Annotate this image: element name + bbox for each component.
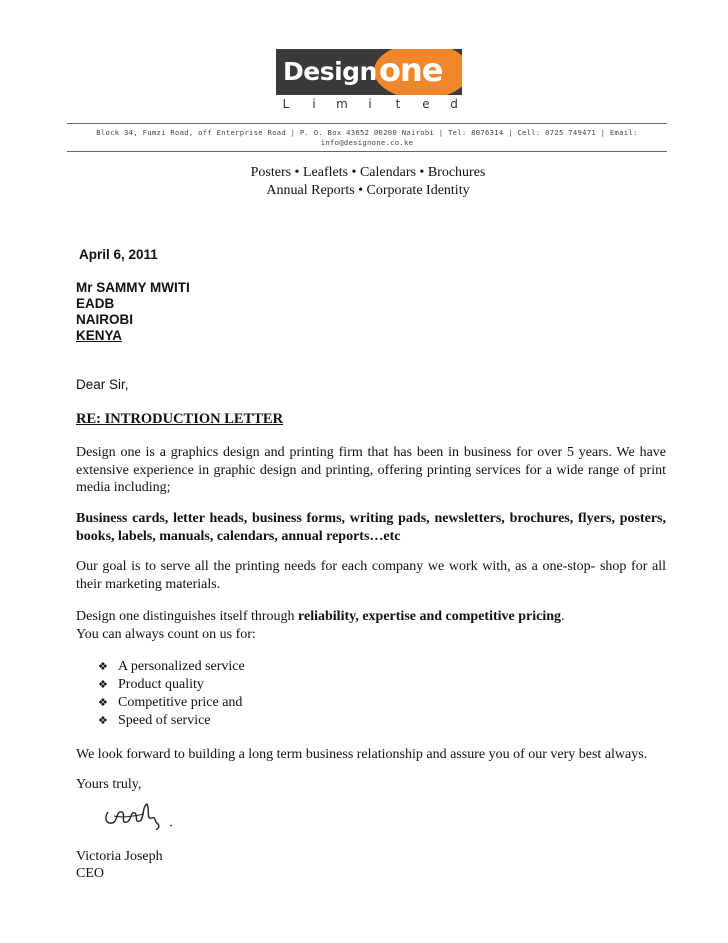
logo-letter: t <box>395 97 401 111</box>
logo-letter: i <box>312 97 316 111</box>
signature-image <box>100 796 190 836</box>
diamond-bullet-icon: ❖ <box>98 714 108 727</box>
salutation: Dear Sir, <box>76 377 129 392</box>
address-line: Block 34, Fumzi Road, off Enterprise Road | P. O. Box 43652 00200 Nairobi | Tel: 8076314 | Cell: 0725 749471 | Email: <box>96 128 638 137</box>
services-line: Annual Reports • Corporate Identity <box>266 183 470 198</box>
signer-title: CEO <box>76 866 104 881</box>
paragraph-intro: Design one is a graphics design and printing firm that has been in business for over 5 years. We have extensive experience in graphic design and printing, offering printing services for a wide range of print media including; <box>76 445 666 495</box>
logo-word-one: one <box>379 51 443 89</box>
list-item <box>98 712 245 730</box>
signer-name: Victoria Joseph <box>76 849 163 864</box>
recipient-block <box>76 280 190 344</box>
recipient-org: EADB <box>76 296 115 311</box>
company-address <box>67 128 667 148</box>
services-line: Posters • Leaflets • Calendars • Brochures <box>250 165 486 180</box>
paragraph-distinguish <box>76 608 666 643</box>
distinguish-line <box>76 608 666 626</box>
paragraph-closing: We look forward to building a long term business relationship and assure you of our very best always. <box>76 747 648 762</box>
diamond-bullet-icon: ❖ <box>98 678 108 691</box>
company-logo <box>276 49 464 113</box>
services-tagline <box>150 164 586 200</box>
distinguish-post: . <box>561 609 565 624</box>
list-item-label: A personalized service <box>118 659 245 674</box>
logo-word-design: Design <box>283 57 377 86</box>
address-email: info@designone.co.ke <box>320 138 414 147</box>
logo-letter: L <box>282 97 290 111</box>
distinguish-bold: reliability, expertise and competitive pricing <box>298 609 562 624</box>
list-item <box>98 694 245 712</box>
letter-date: April 6, 2011 <box>79 247 158 262</box>
closing-phrase: Yours truly, <box>76 777 142 792</box>
signer-block <box>76 848 163 882</box>
list-item-label: Speed of service <box>118 713 211 728</box>
address-rule-top <box>67 123 667 124</box>
recipient-city: NAIROBI <box>76 312 133 327</box>
address-rule-bottom <box>67 151 667 152</box>
distinguish-pre: Design one distinguishes itself through <box>76 609 299 624</box>
subject-line: RE: INTRODUCTION LETTER <box>76 411 284 427</box>
recipient-name: Mr SAMMY MWITI <box>76 280 190 295</box>
recipient-country: KENYA <box>76 328 123 343</box>
benefits-list <box>98 658 245 730</box>
logo-letter: i <box>368 97 372 111</box>
logo-letter: d <box>450 97 458 111</box>
list-item <box>98 676 245 694</box>
list-item <box>98 658 245 676</box>
list-item-label: Competitive price and <box>118 695 243 710</box>
paragraph-services: Business cards, letter heads, business forms, writing pads, newsletters, brochures, flyers, posters, books, labels, manuals, calendars, annual reports…etc <box>76 511 666 544</box>
diamond-bullet-icon: ❖ <box>98 660 108 673</box>
diamond-bullet-icon: ❖ <box>98 696 108 709</box>
logo-letter: e <box>422 97 430 111</box>
list-item-label: Product quality <box>118 677 204 692</box>
paragraph-goal: Our goal is to serve all the printing needs for each company we work with, as a one-stop- shop for all their marketing materials. <box>76 559 666 592</box>
count-on-us-line: You can always count on us for: <box>76 626 256 642</box>
logo-dark-box <box>276 49 462 95</box>
logo-limited <box>276 97 464 111</box>
logo-letter: m <box>336 97 348 111</box>
